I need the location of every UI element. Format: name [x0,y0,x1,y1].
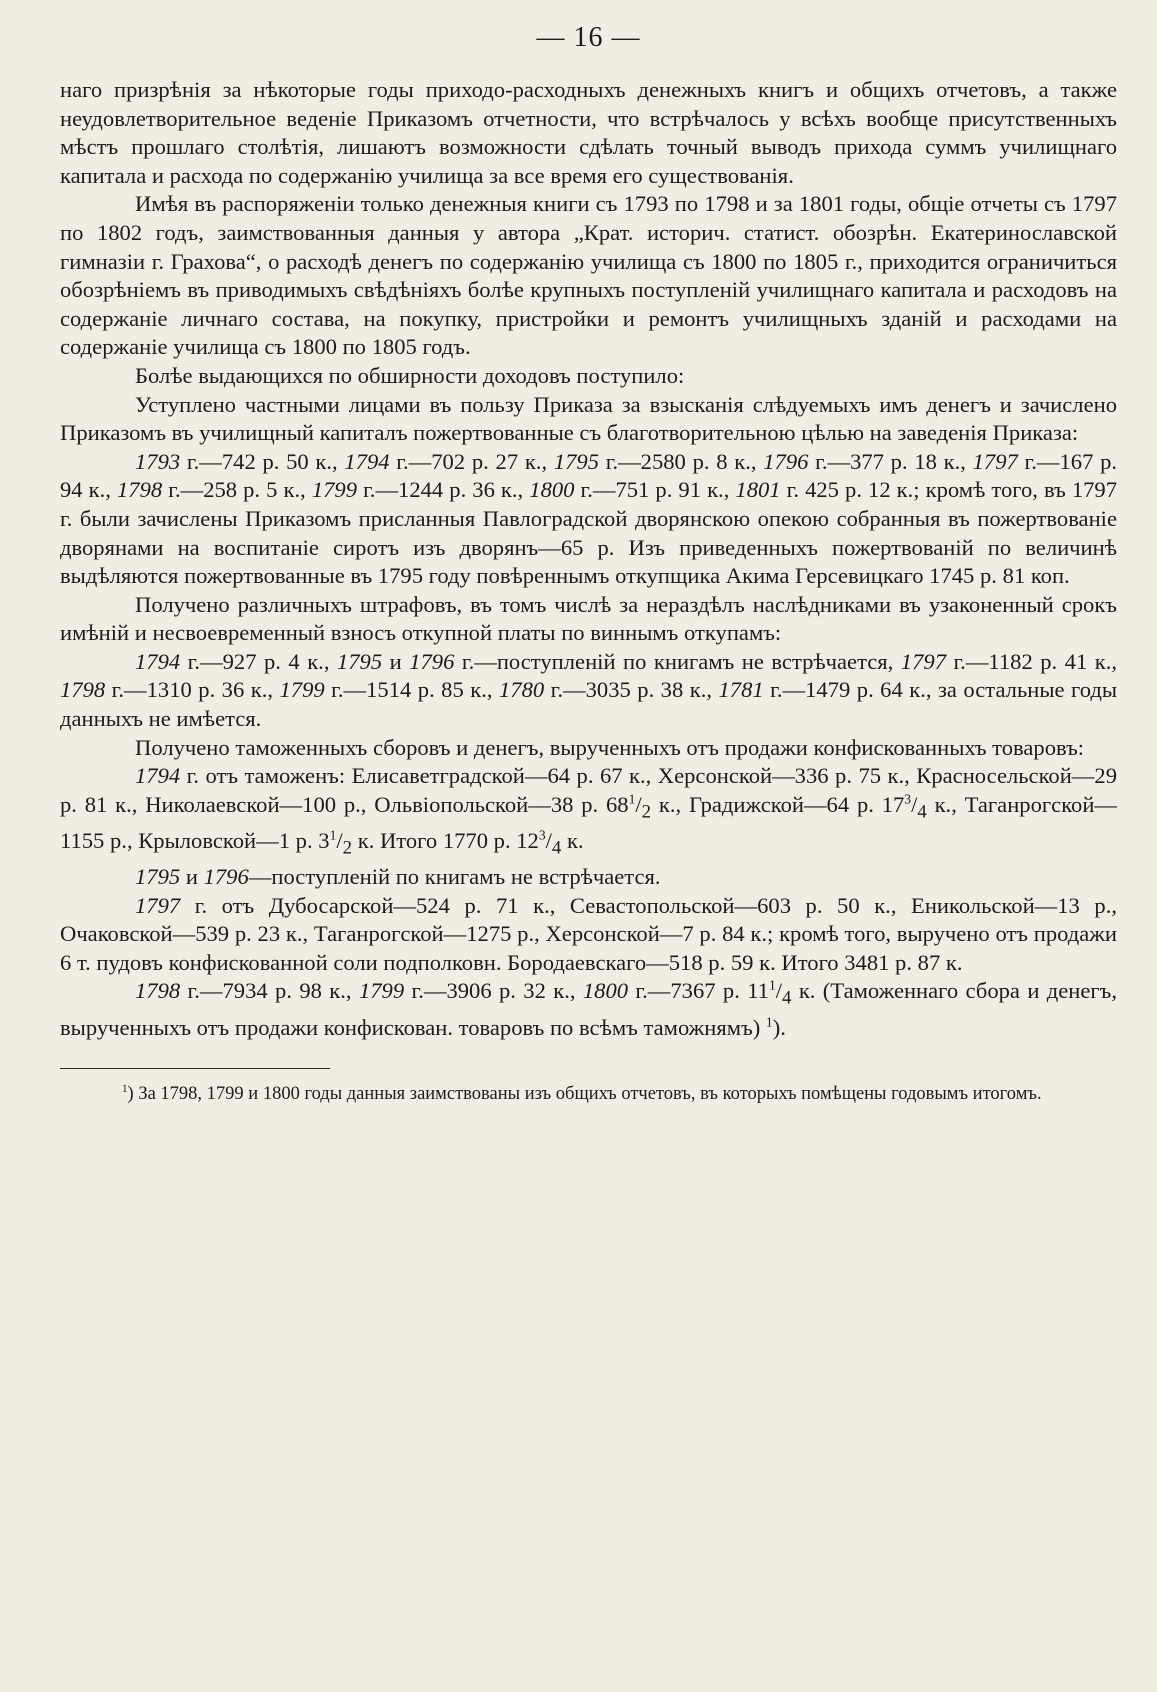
paragraph-11: 1797 г. отъ Дубосарской—524 р. 71 к., Севастопольской—603 р. 50 к., Еникольской—13 р., Очаковской—539 р. 23 к., Таганрогской—1275 р., Херсонской—7 р. 84 к.; кромѣ того, выручено отъ продажи 6 т. пудовъ конфискованной соли подполковн. Бородаевскаго—518 р. 59 к. Итого 3481 р. 87 к. [60,892,1117,975]
paragraph-7: 1794 г.—927 р. 4 к., 1795 и 1796 г.—поступленій по книгамъ не встрѣчается, 1797 г.—1182 р. 41 к., 1798 г.—1310 р. 36 к., 1799 г.—1514 р. 85 к., 1780 г.—3035 р. 38 к., 1781 г.—1479 р. 64 к., за остальные годы данныхъ не имѣется. [60,648,1118,732]
paragraph-10: 1795 и 1796—поступленій по книгамъ не встрѣчается. [135,864,661,890]
footnote-rule [60,1068,330,1069]
body-text [60,76,1117,1042]
paragraph-12: 1798 г.—7934 р. 98 к., 1799 г.—3906 р. 32 к., 1800 г.—7367 р. $11^1/_4$ к. (Таможеннаго сбора и денегъ, вырученныхъ отъ продажи конфискован. товаровъ по всѣмъ таможнямъ) $^1$). [60,977,1118,1040]
paragraph-2: Имѣя въ распоряженіи только денежныя книги съ 1793 по 1798 и за 1801 годы, общіе отчеты съ 1797 по 1802 годъ, заимствованныя данныя у автора „Крат. историч. статист. обозрѣн. Екатеринославской гимназіи г. Грахова“, о расходѣ денегъ по содержанію училища съ 1800 по 1805 г., приходится ограничиться обозрѣніемъ въ приводимыхъ свѣдѣніяхъ болѣе крупныхъ поступленій училищнаго капитала и расходовъ на содержаніе личнаго состава, на покупку, пристройки и ремонтъ училищныхъ зданій и расходами на содержаніе училища съ 1800 по 1805 годъ. [60,191,1117,360]
paragraph-3: Болѣе выдающихся по обширности доходовъ поступило: [135,362,685,388]
paragraph-5: 1793 г.—742 р. 50 к., 1794 г.—702 р. 27 к., 1795 г.—2580 р. 8 к., 1796 г.—377 р. 18 к., 1797 г.—167 р. 94 к., 1798 г.—258 р. 5 к., 1799 г.—1244 р. 36 к., 1800 г.—751 р. 91 к., 1801 г. 425 р. 12 к.; кромѣ того, въ 1797 г. были зачислены Приказомъ присланныя Павлоградской дворянскою опекою собранныя въ пожертвованіе дворянами на воспитаніе сиротъ изъ дворянъ—65 р. Изъ приведенныхъ пожертвованій по величинѣ выдѣляются пожертвованные въ 1795 году повѣреннымъ откупщика Акима Герсевицкаго 1745 р. 81 коп. [60,448,1118,589]
footnote: $^1$) За 1798, 1799 и 1800 годы данныя заимствованы изъ общихъ отчетовъ, въ которыхъ помѣщены годовымъ итогомъ. [122,1082,1042,1105]
paragraph-8: Получено таможенныхъ сборовъ и денегъ, вырученныхъ отъ продажи конфискованныхъ товаровъ: [135,734,1085,760]
paragraph-4: Уступлено частными лицами въ пользу Приказа за взысканія слѣдуемыхъ имъ денегъ и зачислено Приказомъ въ училищный капиталъ пожертвованные съ благотворительною цѣлью на заведенія Приказа: [60,391,1117,446]
page-number: — 16 — [536,22,641,53]
paragraph-6: Получено различныхъ штрафовъ, въ томъ числѣ за нераздѣлъ наслѣдниками въ узаконенный срокъ имѣній и несвоевременный взносъ откупной платы по виннымъ откупамъ: [60,591,1117,646]
paragraph-9: 1794 г. отъ таможенъ: Елисаветградской—64 р. 67 к., Херсонской—336 р. 75 к., Красносельской—29 р. 81 к., Николаевской—100 р., Ольвіопольской—38 р. $68^1/_2$ к., Градижской—64 р. $17^3/_4$ к., Таганрогской—1155 р., Крыловской—1 р. $3^1/_2$ к. Итого 1770 р. $12^3/_4$ к. [60,763,1118,859]
paragraph-1: наго призрѣнія за нѣкоторые годы приходо-расходныхъ денежныхъ книгъ и общихъ отчетовъ, а также неудовлетворительное веденіе Приказомъ отчетности, что встрѣчалось у всѣхъ вообще присутственныхъ мѣстъ прошлаго столѣтія, лишаютъ возможности сдѣлать точный выводъ прихода суммъ училищнаго капитала и расхода по содержанію училища за все время его существованія. [60,77,1117,188]
